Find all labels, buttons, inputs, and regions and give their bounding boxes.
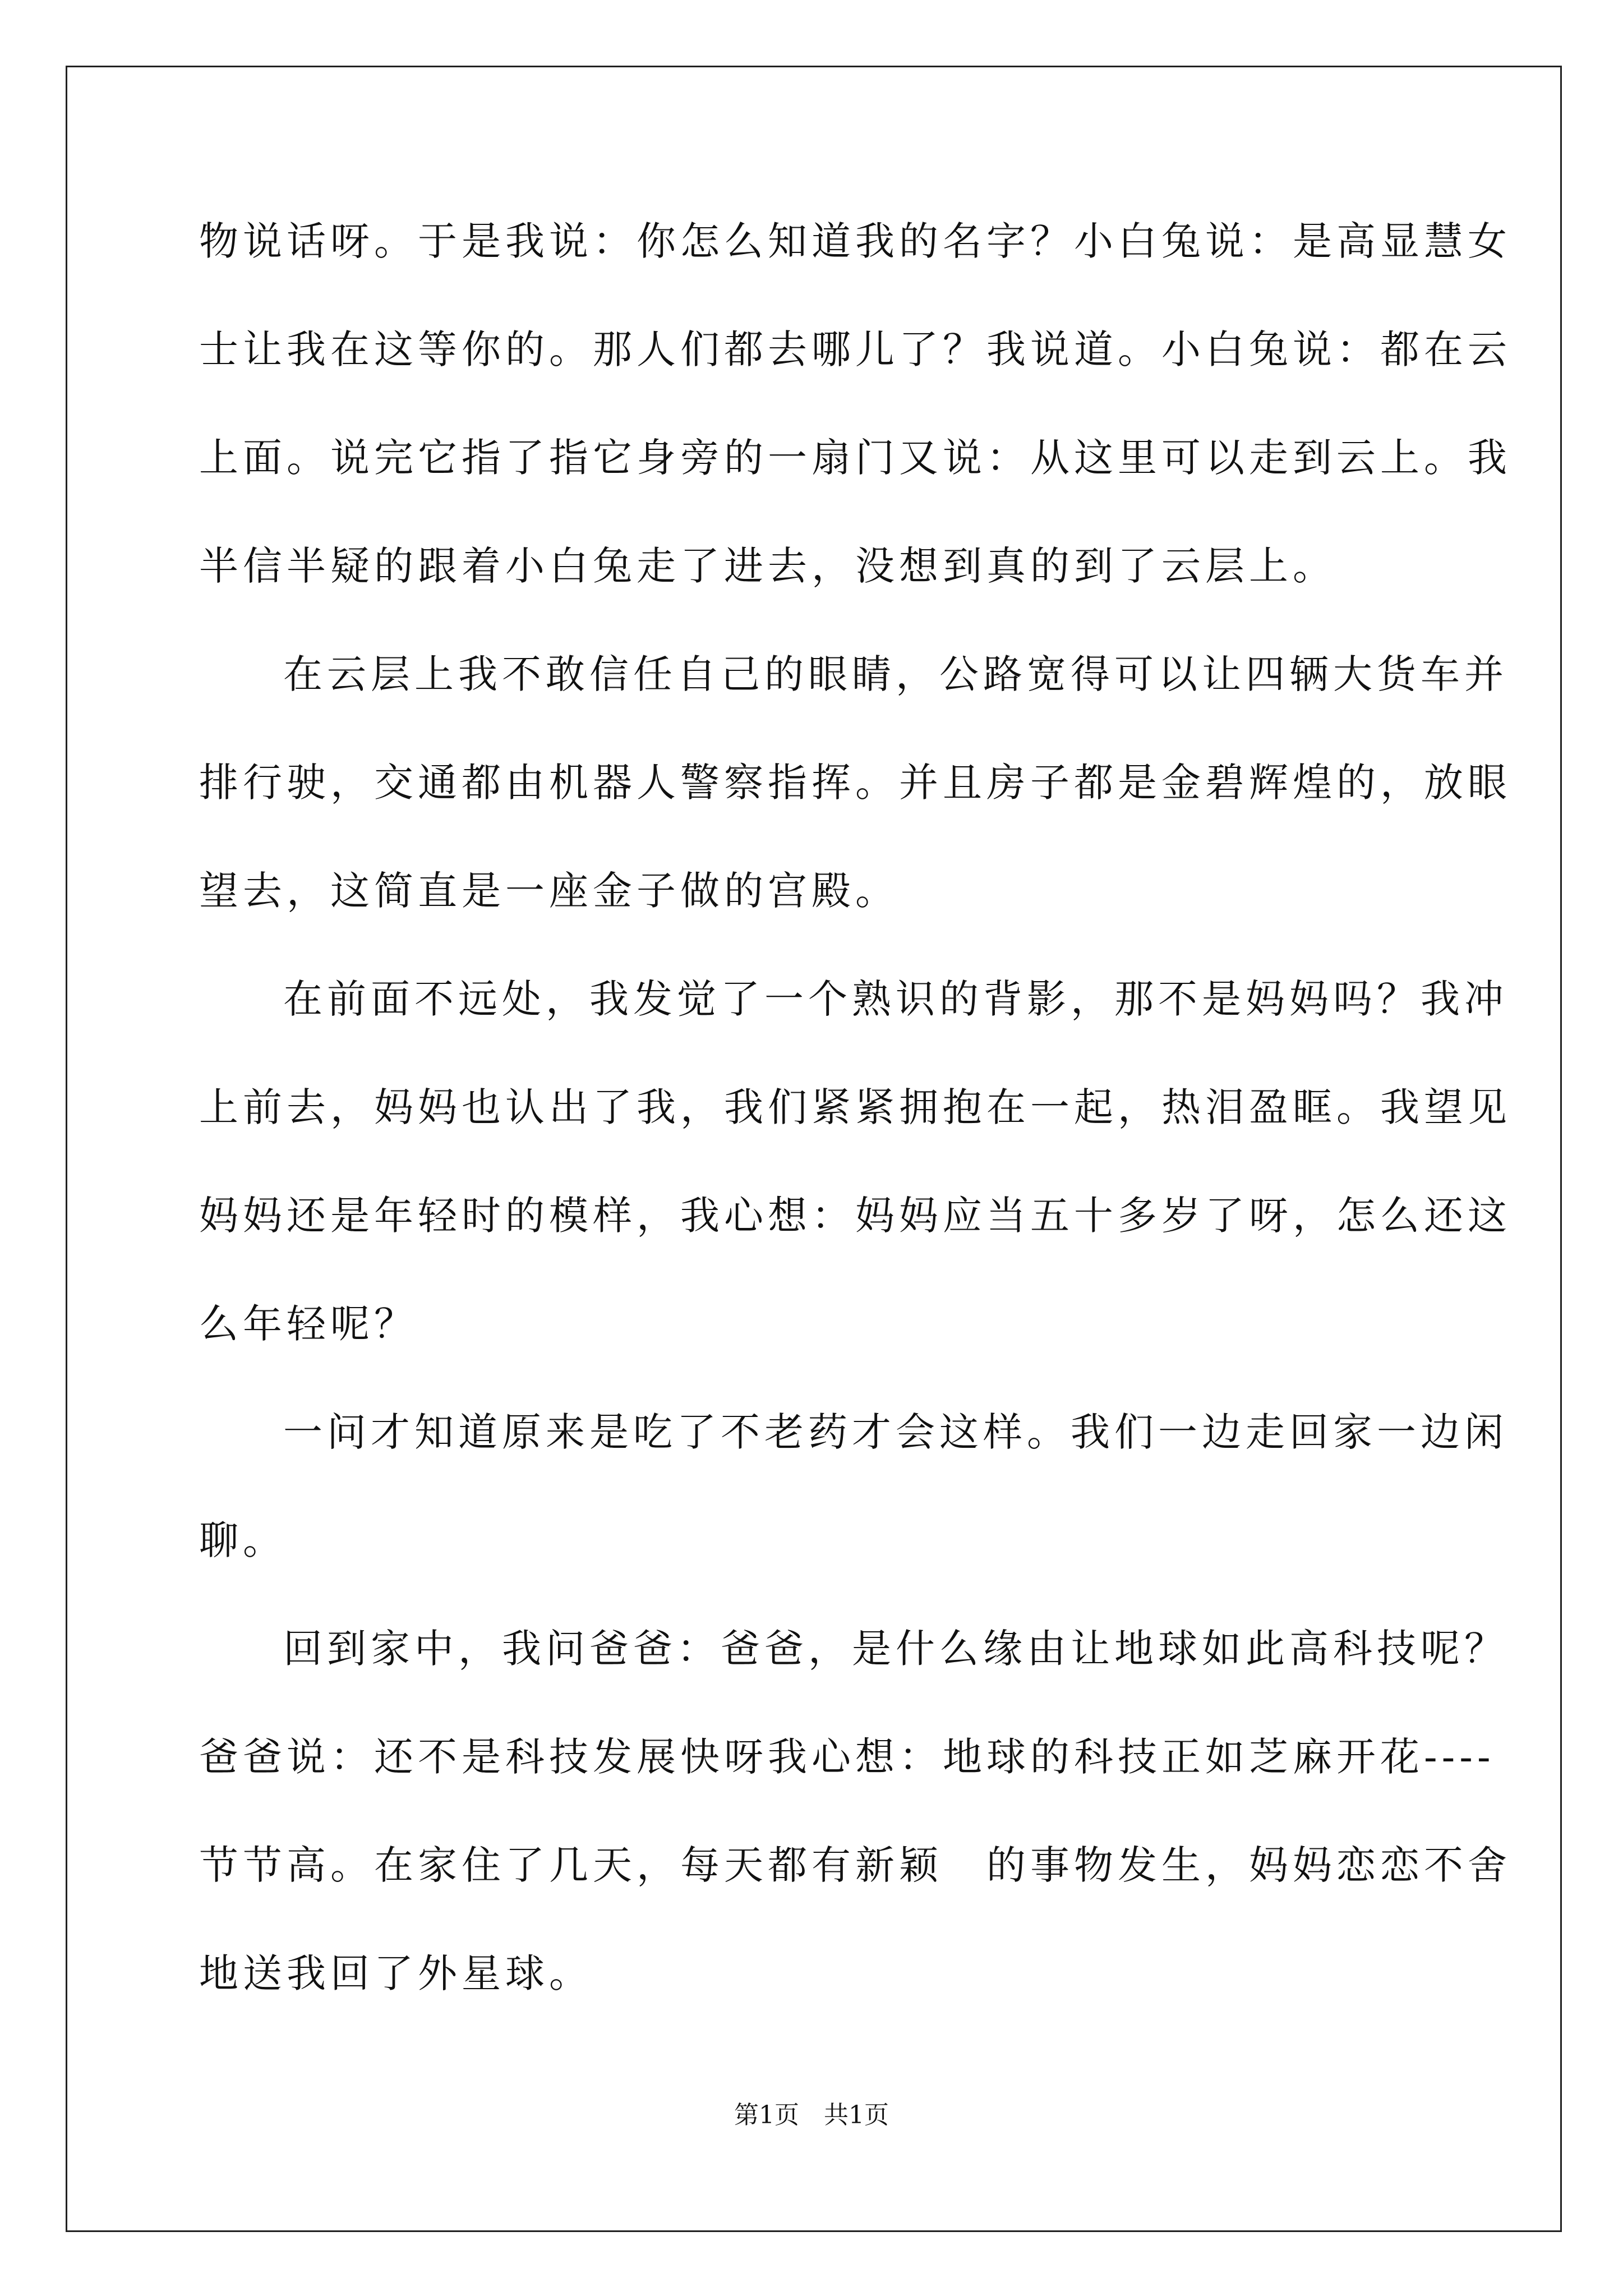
text-line: 地送我回了外星球。 — [199, 1950, 593, 1996]
text-line: 上面。说完它指了指它身旁的一扇门又说：从这里可以走到云上。我 — [199, 435, 1511, 481]
paragraph-first-line: 在前面不远处，我发觉了一个熟识的背影，那不是妈妈吗？我冲 — [283, 976, 1508, 1022]
text-line: 节节高。在家住了几天，每天都有新颖 的事物发生，妈妈恋恋不舍 — [199, 1842, 1511, 1888]
paragraph-first-line: 一问才知道原来是吃了不老药才会这样。我们一边走回家一边闲 — [283, 1409, 1508, 1455]
text-line: 聊。 — [199, 1517, 287, 1563]
paragraph-first-line: 回到家中，我问爸爸：爸爸，是什么缘由让地球如此高科技呢？ — [283, 1626, 1508, 1672]
page-number-footer: 第1页 共1页 — [734, 2101, 889, 2129]
text-line: 物说话呀。于是我说：你怎么知道我的名字？小白兔说：是高显慧女 — [199, 218, 1511, 264]
text-line: 半信半疑的跟着小白兔走了进去，没想到真的到了云层上。 — [199, 543, 1336, 589]
text-line: 妈妈还是年轻时的模样，我心想：妈妈应当五十多岁了呀，怎么还这 — [199, 1193, 1511, 1239]
paragraph-first-line: 在云层上我不敢信任自己的眼睛，公路宽得可以让四辆大货车并 — [283, 651, 1508, 697]
text-line: 上前去，妈妈也认出了我，我们紧紧拥抱在一起，热泪盈眶。我望见 — [199, 1084, 1511, 1130]
text-line: 排行驶，交通都由机器人警察指挥。并且房子都是金碧辉煌的，放眼 — [199, 760, 1511, 806]
text-line: 么年轻呢？ — [199, 1301, 418, 1347]
text-line: 望去，这简直是一座金子做的宫殿。 — [199, 868, 899, 914]
text-line: 爸爸说：还不是科技发展快呀我心想：地球的科技正如芝麻开花---- — [199, 1734, 1495, 1780]
document-body — [199, 218, 1511, 2059]
text-line: 士让我在这等你的。那人们都去哪儿了？我说道。小白兔说：都在云 — [199, 326, 1511, 372]
